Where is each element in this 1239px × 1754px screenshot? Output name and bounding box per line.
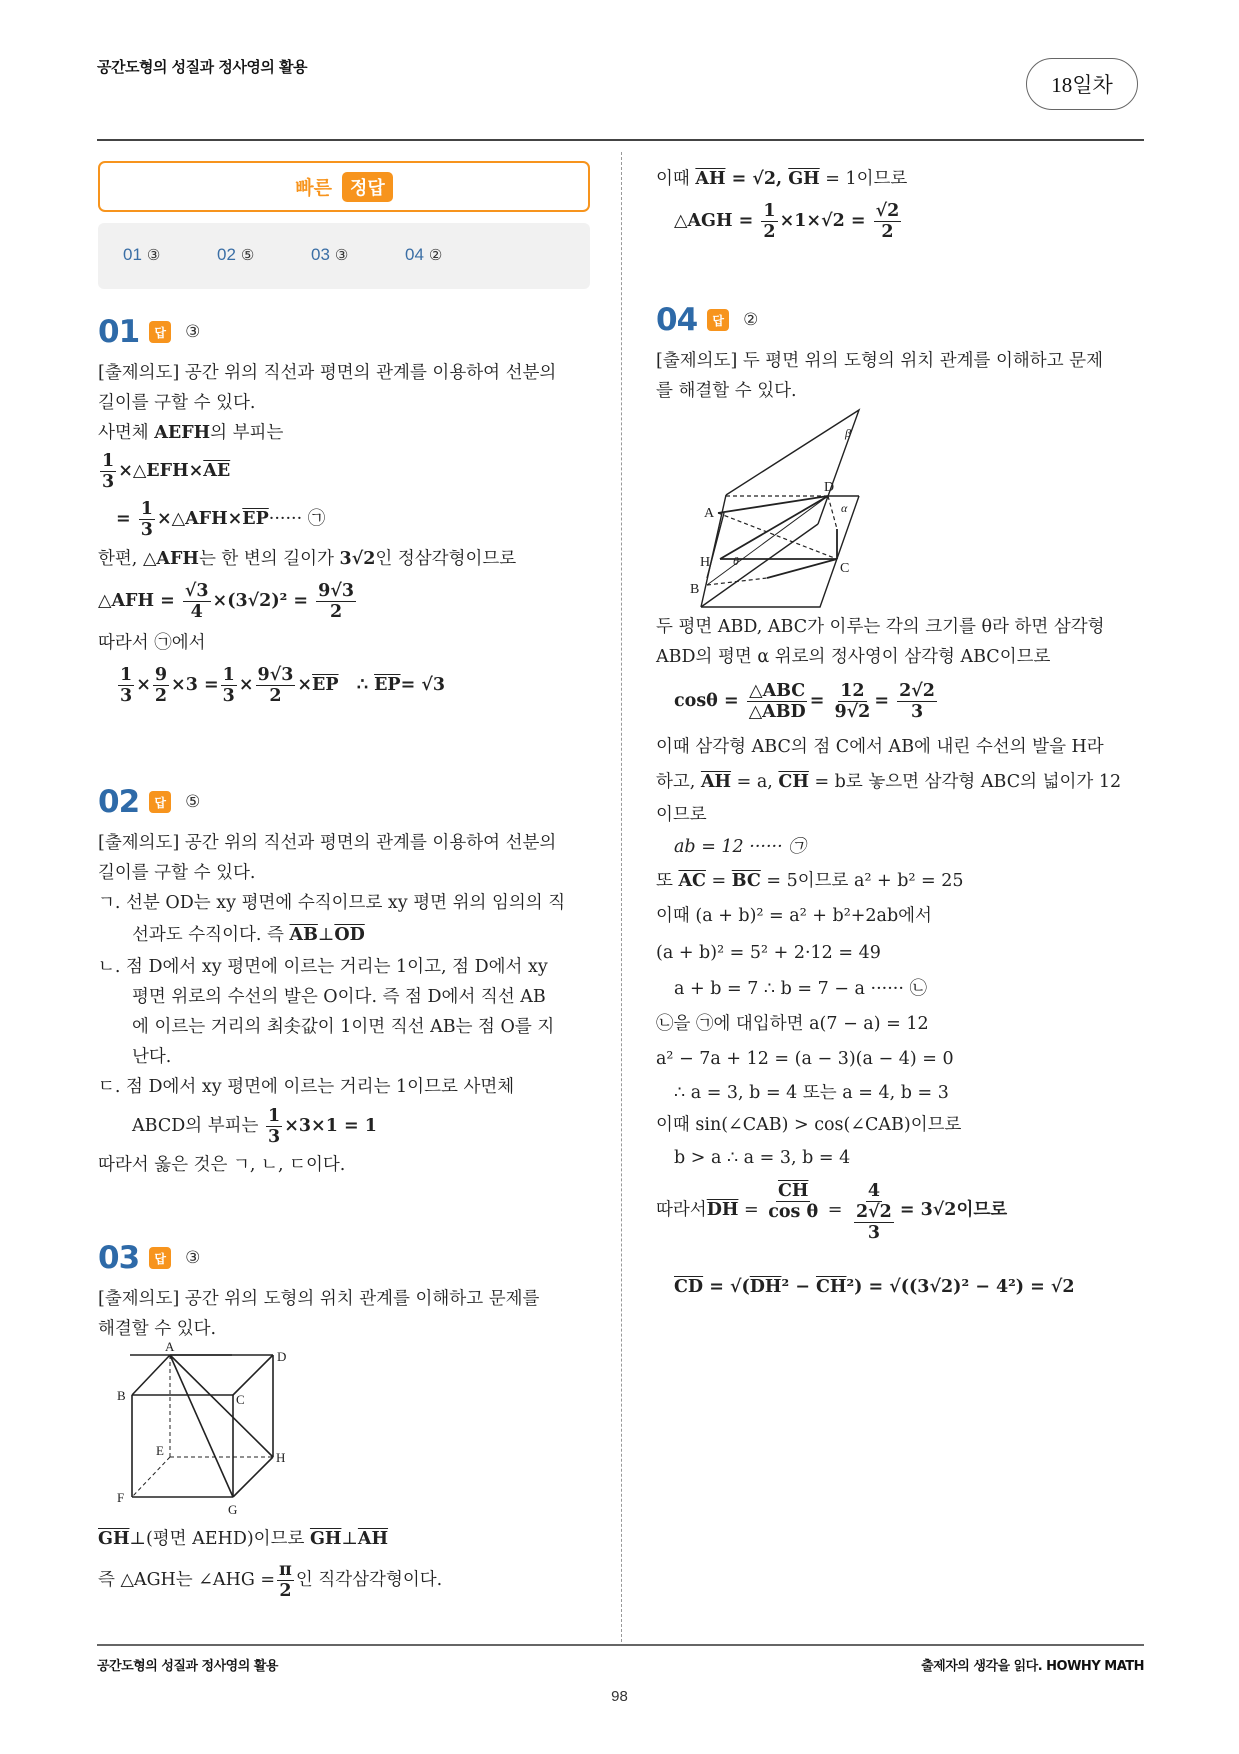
question-number: 03 (98, 1240, 140, 1276)
svg-text:G: G (228, 1502, 238, 1517)
intent-text: [출제의도] 두 평면 위의 도형의 위치 관계를 이해하고 문제 (656, 351, 1103, 371)
question-answer: ② (743, 310, 759, 330)
formula-line: ∴ a = 3, b = 4 또는 a = 4, b = 3 (674, 1083, 949, 1103)
cube-diagram-figure (117, 1339, 325, 1520)
formula-line: $\frac{1}{3}$ × $\frac{9}{2}$ ×3 = $\frac{1}{3}$ × $\frac{9√3}{2}$ × $\overline{EP}$ ∴ $\overline{EP}$ = √3 (120, 664, 445, 706)
statement-n: ㄴ. 점 D에서 xy 평면에 이르는 거리는 1이고, 점 D에서 xy (98, 957, 548, 977)
formula-line: 따라서 $\overline{DH}$ = $\frac{\overline{CH}}{\text{cos θ}}$ = $\frac{4}{\frac{2√2}{3}}$ = 3√2이므로 (656, 1181, 1008, 1243)
statement-d-cont: ABCD의 부피는 $\frac{1}{3}$ ×3×1 = 1 (132, 1105, 377, 1147)
question-01 (98, 314, 556, 712)
formula-line: △AFH = $\frac{√3}{4}$ ×(3√2)² = $\frac{9√3}{2}$ (98, 580, 354, 622)
svg-text:A: A (704, 506, 715, 521)
column-divider (621, 152, 622, 1642)
quick-answer-list (98, 223, 590, 289)
statement-n-cont: 난다. (132, 1047, 172, 1067)
solution-line: 이므로 (656, 805, 707, 825)
solution-line: ABD의 평면 α 위로의 정사영이 삼각형 ABC이므로 (656, 647, 1051, 667)
formula-line: a² − 7a + 12 = (a − 3)(a − 4) = 0 (656, 1049, 954, 1069)
formula-line: (a + b)² = 5² + 2·12 = 49 (656, 943, 881, 963)
solution-line: 즉 △AGH는 ∠AHG = $\frac{\pi}{2}$ 인 직각삼각형이다. (98, 1559, 443, 1601)
answer-icon: 답 (707, 309, 729, 331)
statement-n-cont: 평면 위로의 수선의 발은 O이다. 즉 점 D에서 직선 AB (132, 987, 546, 1007)
svg-text:D: D (824, 480, 835, 495)
svg-text:B: B (117, 1388, 126, 1403)
solution-line: 한편, △AFH는 한 변의 길이가 3√2인 정삼각형이므로 (98, 549, 517, 569)
quick-answer-item (405, 245, 442, 265)
question-answer: ③ (185, 322, 201, 342)
solution-line: 따라서 ㉠에서 (98, 633, 206, 653)
answer-number: 02 (217, 245, 236, 264)
solution-line: 또 $\overline{AC} = \overline{BC} = 5$이므로 a² + b² = 25 (656, 871, 964, 891)
page-number: 98 (611, 1688, 628, 1705)
answer-choice: ③ (146, 247, 161, 264)
answer-number: 04 (405, 245, 424, 264)
quick-answer-item (123, 245, 160, 265)
formula-line: b > a ∴ a = 3, b = 4 (674, 1148, 851, 1168)
question-header (98, 314, 556, 350)
svg-text:B: B (690, 582, 700, 597)
planes-diagram (680, 405, 920, 610)
chapter-title: 공간도형의 성질과 정사영의 활용 (97, 58, 308, 76)
solution-line: 두 평면 ABD, ABC가 이루는 각의 크기를 θ라 하면 삼각형 (656, 617, 1105, 637)
formula-line: cosθ = $\frac{\text{△ABC}}{\text{△ABD}}$ = $\frac{12}{9√2}$ = $\frac{2√2}{3}$ (674, 680, 935, 722)
formula-line: ab = 12 ······ ㉠ (674, 837, 806, 857)
question-header (656, 302, 1103, 338)
intent-text: 길이를 구할 수 있다. (98, 393, 256, 413)
quick-answer-banner (98, 161, 590, 212)
footer-brand: 출제자의 생각을 읽다. HOWHY MATH (921, 1659, 1144, 1674)
day-badge: 18일차 (1026, 58, 1138, 110)
svg-text:A: A (165, 1339, 175, 1354)
question-answer: ③ (185, 1248, 201, 1268)
statement-g-cont: 선과도 수직이다. 즉 $\overline{AB}\perp\overline{OD}$ (132, 925, 365, 945)
svg-text:C: C (236, 1392, 245, 1407)
question-02 (98, 784, 565, 1180)
formula-line: = $\frac{1}{3}$ ×△AFH× $\overline{EP}$ ······ ㉠ (116, 498, 326, 540)
solution-line: 사면체 AEFH의 부피는 (98, 423, 284, 443)
quick-label: 빠른 (295, 177, 332, 199)
answer-icon: 답 (149, 791, 171, 813)
q04-solution (656, 612, 1121, 1307)
formula-line: $\overline{CD} = √(\overline{DH}^2 - \overline{CH}^2) = √((3√2)^2 - 4^2) = √2$ (674, 1277, 1075, 1297)
answer-choice: ⑤ (240, 247, 255, 264)
svg-text:C: C (840, 561, 850, 576)
question-header (98, 1240, 539, 1276)
svg-text:H: H (700, 555, 711, 570)
quick-answer-item (217, 245, 254, 265)
answer-tag: 정답 (342, 172, 393, 202)
formula-line: ㉡을 ㉠에 대입하면 a(7 − a) = 12 (656, 1014, 929, 1034)
solution-line: $\overline{GH}\perp$(평면 AEHD)이므로 $\overline{GH}\perp\overline{AH}$ (98, 1529, 389, 1549)
svg-text:E: E (156, 1443, 164, 1458)
svg-text:θ: θ (733, 554, 739, 568)
q03-solution-cont (656, 164, 907, 248)
intent-text: 길이를 구할 수 있다. (98, 863, 256, 883)
question-number: 04 (656, 302, 698, 338)
solution-line: 이때 $\overline{AH} = √2$, $\overline{GH} = 1$이므로 (656, 169, 908, 189)
formula-line: △AGH = $\frac{1}{2}$ ×1×√2 = $\frac{√2}{2}$ (674, 200, 900, 242)
footer-divider (97, 1644, 1144, 1646)
q03-solution (98, 1522, 442, 1604)
quick-answer-item (311, 245, 348, 265)
conclusion: 따라서 옳은 것은 ㄱ, ㄴ, ㄷ이다. (98, 1155, 346, 1175)
svg-text:β: β (845, 426, 851, 440)
solution-line: 하고, $\overline{AH} = a$, $\overline{CH} = b$로 놓으면 삼각형 ABC의 넓이가 12 (656, 772, 1122, 792)
answer-icon: 답 (149, 321, 171, 343)
footer-chapter: 공간도형의 성질과 정사영의 활용 (97, 1659, 278, 1674)
intent-text: [출제의도] 공간 위의 도형의 위치 관계를 이해하고 문제를 (98, 1289, 540, 1309)
question-answer: ⑤ (185, 792, 201, 812)
answer-number: 01 (123, 245, 142, 264)
question-header (98, 784, 565, 820)
solution-line: 이때 삼각형 ABC의 점 C에서 AB에 내린 수선의 발을 H라 (656, 737, 1104, 757)
intent-text: [출제의도] 공간 위의 직선과 평면의 관계를 이용하여 선분의 (98, 833, 557, 853)
formula-line: a + b = 7 ∴ b = 7 − a ······ ㉡ (674, 979, 927, 999)
intent-text: [출제의도] 공간 위의 직선과 평면의 관계를 이용하여 선분의 (98, 363, 557, 383)
formula-line: 이때 (a + b)² = a² + b²+2ab에서 (656, 906, 932, 926)
statement-n-cont: 에 이르는 거리의 최솟값이 1이면 직선 AB는 점 O를 지 (132, 1017, 555, 1037)
answer-choice: ③ (334, 247, 349, 264)
statement-g: ㄱ. 선분 OD는 xy 평면에 수직이므로 xy 평면 위의 임의의 직 (98, 893, 566, 913)
svg-text:F: F (117, 1490, 125, 1505)
question-number: 01 (98, 314, 140, 350)
answer-icon: 답 (149, 1247, 171, 1269)
intent-text: 해결할 수 있다. (98, 1319, 217, 1339)
formula-line: $\frac{1}{3}$ ×△EFH× $\overline{AE}$ (102, 450, 231, 492)
question-04 (656, 302, 1103, 406)
statement-d: ㄷ. 점 D에서 xy 평면에 이르는 거리는 1이므로 사면체 (98, 1077, 515, 1097)
header-divider (97, 139, 1144, 141)
svg-text:α: α (841, 501, 848, 515)
svg-text:D: D (277, 1349, 287, 1364)
question-number: 02 (98, 784, 140, 820)
svg-text:H: H (276, 1450, 286, 1465)
formula-line: 이때 sin(∠CAB) > cos(∠CAB)이므로 (656, 1115, 962, 1135)
intent-text: 를 해결할 수 있다. (656, 381, 797, 401)
answer-choice: ② (428, 247, 443, 264)
answer-number: 03 (311, 245, 330, 264)
question-03 (98, 1240, 539, 1344)
